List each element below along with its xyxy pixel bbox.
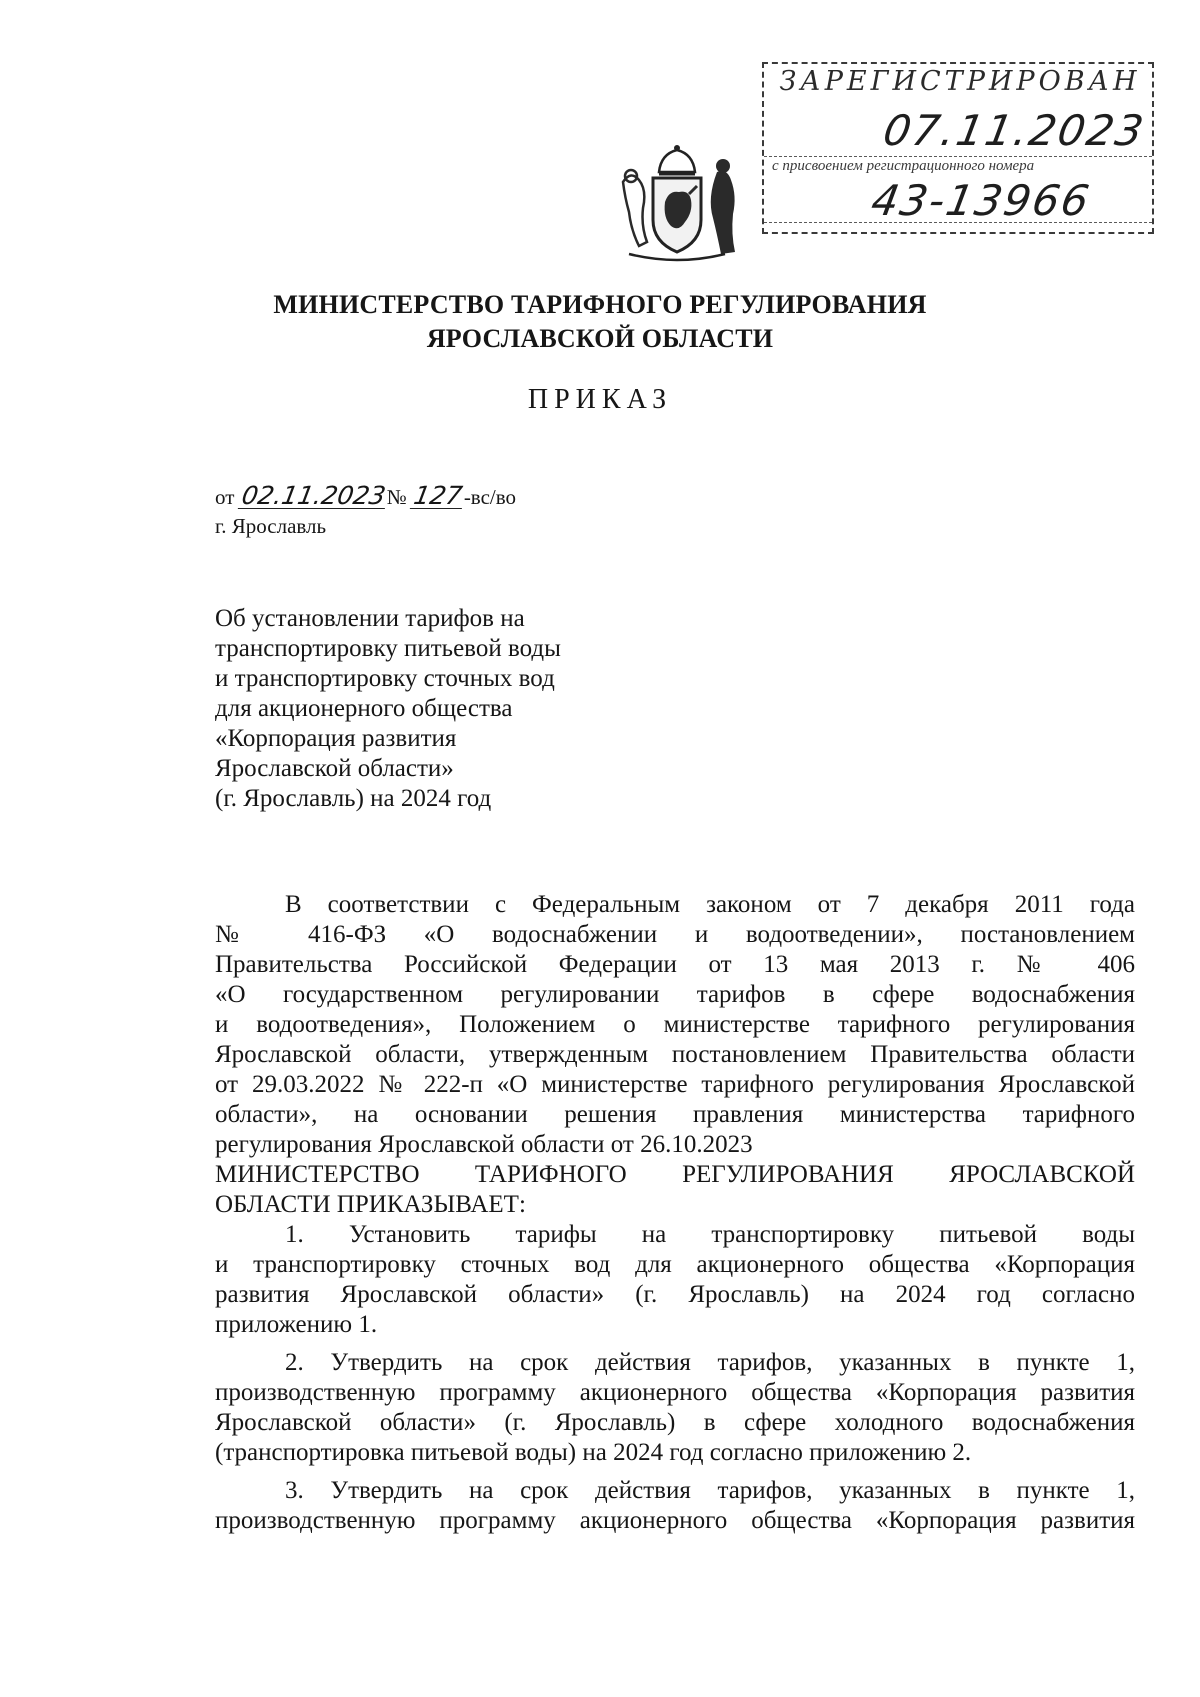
subject-line: и транспортировку сточных вод	[215, 665, 555, 692]
stamp-title: ЗАРЕГИСТРИРОВАН	[779, 66, 1141, 97]
registration-stamp	[762, 62, 1154, 234]
ministry-name-line2: ЯРОСЛАВСКОЙ ОБЛАСТИ	[426, 324, 774, 353]
preamble-line: области», на основании решения правления министерства тарифного	[215, 1101, 1135, 1128]
order-heading-line: МИНИСТЕРСТВО ТАРИФНОГО РЕГУЛИРОВАНИЯ ЯРОСЛАВСКОЙ	[215, 1161, 1135, 1188]
preamble-line: «О государственном регулировании тарифов в сфере водоснабжения	[215, 981, 1135, 1008]
coat-of-arms-icon	[609, 142, 745, 264]
stamp-number: 43-13966	[867, 176, 1095, 225]
order-dateline	[215, 481, 517, 510]
item-line: 2. Утвердить на срок действия тарифов, указанных в пункте 1,	[285, 1349, 1135, 1376]
number-suffix: -вс/во	[463, 485, 517, 509]
order-item-3	[215, 1476, 1135, 1536]
date-prefix: от	[215, 485, 235, 509]
order-item-2	[215, 1348, 1135, 1468]
stamp-divider	[764, 156, 1152, 157]
item-line: 1. Установить тарифы на транспортировку питьевой воды	[285, 1221, 1135, 1248]
preamble-line: Ярославской области, утвержденным постановлением Правительства области	[215, 1041, 1135, 1068]
subject-line: транспортировку питьевой воды	[215, 635, 561, 662]
number-sign: №	[386, 485, 407, 509]
order-heading-line: ОБЛАСТИ ПРИКАЗЫВАЕТ:	[215, 1191, 526, 1218]
subject-line: «Корпорация развития	[215, 725, 457, 752]
item-line: Ярославской области» (г. Ярославль) в сфере холодного водоснабжения	[215, 1409, 1135, 1436]
item-line: (транспортировка питьевой воды) на 2024 год согласно приложению 2.	[215, 1439, 972, 1466]
order-item-1	[215, 1220, 1135, 1340]
item-line: производственную программу акционерного общества «Корпорация развития	[215, 1379, 1135, 1406]
item-line: приложению 1.	[215, 1311, 378, 1338]
preamble-line: № 416-ФЗ «О водоснабжении и водоотведении», постановлением	[215, 921, 1135, 948]
document-type: ПРИКАЗ	[527, 384, 673, 415]
order-subject	[215, 604, 561, 814]
preamble-line: регулирования Ярославской области от 26.10.2023	[215, 1131, 753, 1158]
preamble-line: Правительства Российской Федерации от 13 мая 2013 г. № 406	[215, 951, 1135, 978]
ministry-name-line1: МИНИСТЕРСТВО ТАРИФНОГО РЕГУЛИРОВАНИЯ	[273, 290, 927, 319]
subject-line: для акционерного общества	[215, 695, 513, 722]
stamp-caption: с присвоением регистрационного номера	[772, 158, 1035, 174]
city: г. Ярославль	[215, 514, 327, 538]
item-line: 3. Утвердить на срок действия тарифов, указанных в пункте 1,	[285, 1477, 1135, 1504]
stamp-divider-bottom	[764, 222, 1152, 223]
preamble-line: и водоотведения», Положением о министерстве тарифного регулирования	[215, 1011, 1135, 1038]
subject-line: (г. Ярославль) на 2024 год	[215, 785, 492, 812]
ministry-name	[0, 288, 1200, 356]
item-line: производственную программу акционерного общества «Корпорация развития	[215, 1507, 1135, 1534]
preamble	[215, 890, 1135, 1160]
subject-line: Об установлении тарифов на	[215, 605, 525, 632]
preamble-line: В соответствии с Федеральным законом от 7 декабря 2011 года	[285, 891, 1135, 918]
order-date: 02.11.2023	[239, 481, 388, 510]
preamble-line: от 29.03.2022 № 222-п «О министерстве тарифного регулирования Ярославской	[215, 1071, 1135, 1098]
subject-line: Ярославской области»	[215, 755, 454, 782]
order-body	[215, 890, 1135, 1536]
stamp-date: 07.11.2023	[879, 106, 1149, 155]
item-line: и транспортировку сточных вод для акционерного общества «Корпорация	[215, 1251, 1135, 1278]
item-line: развития Ярославской области» (г. Ярославль) на 2024 год согласно	[215, 1281, 1135, 1308]
order-heading	[215, 1160, 1135, 1220]
order-number: 127	[411, 481, 465, 510]
